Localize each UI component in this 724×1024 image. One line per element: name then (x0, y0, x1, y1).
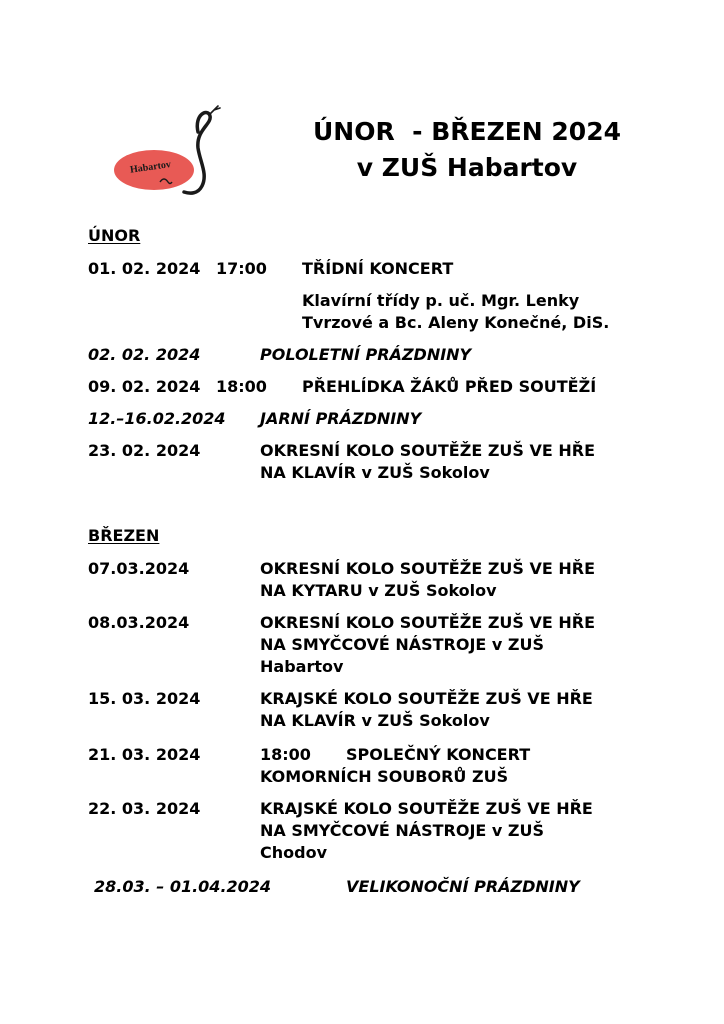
event-title-line: NA SMYČCOVÉ NÁSTROJE v ZUŠ (260, 821, 545, 840)
event-title-line: KRAJSKÉ KOLO SOUTĚŽE ZUŠ VE HŘE (260, 689, 593, 708)
event-title-line: NA KLAVÍR v ZUŠ Sokolov (260, 711, 490, 730)
event-detail-line: Tvrzové a Bc. Aleny Konečné, DiS. (302, 313, 610, 332)
event-title-line: NA SMYČCOVÉ NÁSTROJE v ZUŠ (260, 635, 545, 654)
title-line-1: ÚNOR - BŘEZEN 2024 (312, 117, 621, 146)
event-title: VELIKONOČNÍ PRÁZDNINY (346, 877, 580, 896)
event-detail-line: Klavírní třídy p. uč. Mgr. Lenky (302, 291, 580, 310)
event-title-line: Habartov (260, 657, 344, 676)
event-date: 01. 02. 2024 (88, 259, 201, 278)
event-title: PŘEHLÍDKA ŽÁKŮ PŘED SOUTĚŽÍ (302, 377, 597, 396)
event-date: 22. 03. 2024 (88, 799, 201, 818)
event-date: 08.03.2024 (88, 613, 190, 632)
event-date: 21. 03. 2024 (88, 745, 201, 764)
section-heading-unor: ÚNOR (88, 226, 141, 245)
event-title-line: Chodov (260, 843, 327, 862)
event-title-line: OKRESNÍ KOLO SOUTĚŽE ZUŠ VE HŘE (260, 613, 596, 632)
event-title-line: OKRESNÍ KOLO SOUTĚŽE ZUŠ VE HŘE (260, 559, 596, 578)
event-title-line: NA KYTARU v ZUŠ Sokolov (260, 581, 497, 600)
event-time: 18:00 (216, 377, 267, 396)
event-title: TŘÍDNÍ KONCERT (302, 259, 454, 278)
event-date: 09. 02. 2024 (88, 377, 201, 396)
logo-text: Habartov (129, 159, 172, 176)
event-title-line: SPOLEČNÝ KONCERT (346, 745, 531, 764)
event-date: 15. 03. 2024 (88, 689, 201, 708)
event-date: 07.03.2024 (88, 559, 190, 578)
event-title: POLOLETNÍ PRÁZDNINY (260, 345, 472, 364)
page-title (262, 114, 672, 186)
event-date: 12.–16.02.2024 (88, 409, 226, 428)
event-title: JARNÍ PRÁZDNINY (260, 409, 422, 428)
logo-beak-line (210, 106, 220, 114)
habartov-swan-logo (110, 100, 222, 198)
event-title-line: KRAJSKÉ KOLO SOUTĚŽE ZUŠ VE HŘE (260, 799, 593, 818)
event-title-line: KOMORNÍCH SOUBORŮ ZUŠ (260, 767, 509, 786)
event-time: 17:00 (216, 259, 267, 278)
event-date: 02. 02. 2024 (88, 345, 201, 364)
event-date: 23. 02. 2024 (88, 441, 201, 460)
event-title-line: NA KLAVÍR v ZUŠ Sokolov (260, 463, 490, 482)
event-time: 18:00 (260, 745, 311, 764)
section-heading-brezen: BŘEZEN (88, 526, 160, 545)
event-date: 28.03. – 01.04.2024 (94, 877, 272, 896)
title-line-2: v ZUŠ Habartov (356, 153, 578, 182)
logo-neck-line (184, 113, 210, 194)
event-title-line: OKRESNÍ KOLO SOUTĚŽE ZUŠ VE HŘE (260, 441, 596, 460)
